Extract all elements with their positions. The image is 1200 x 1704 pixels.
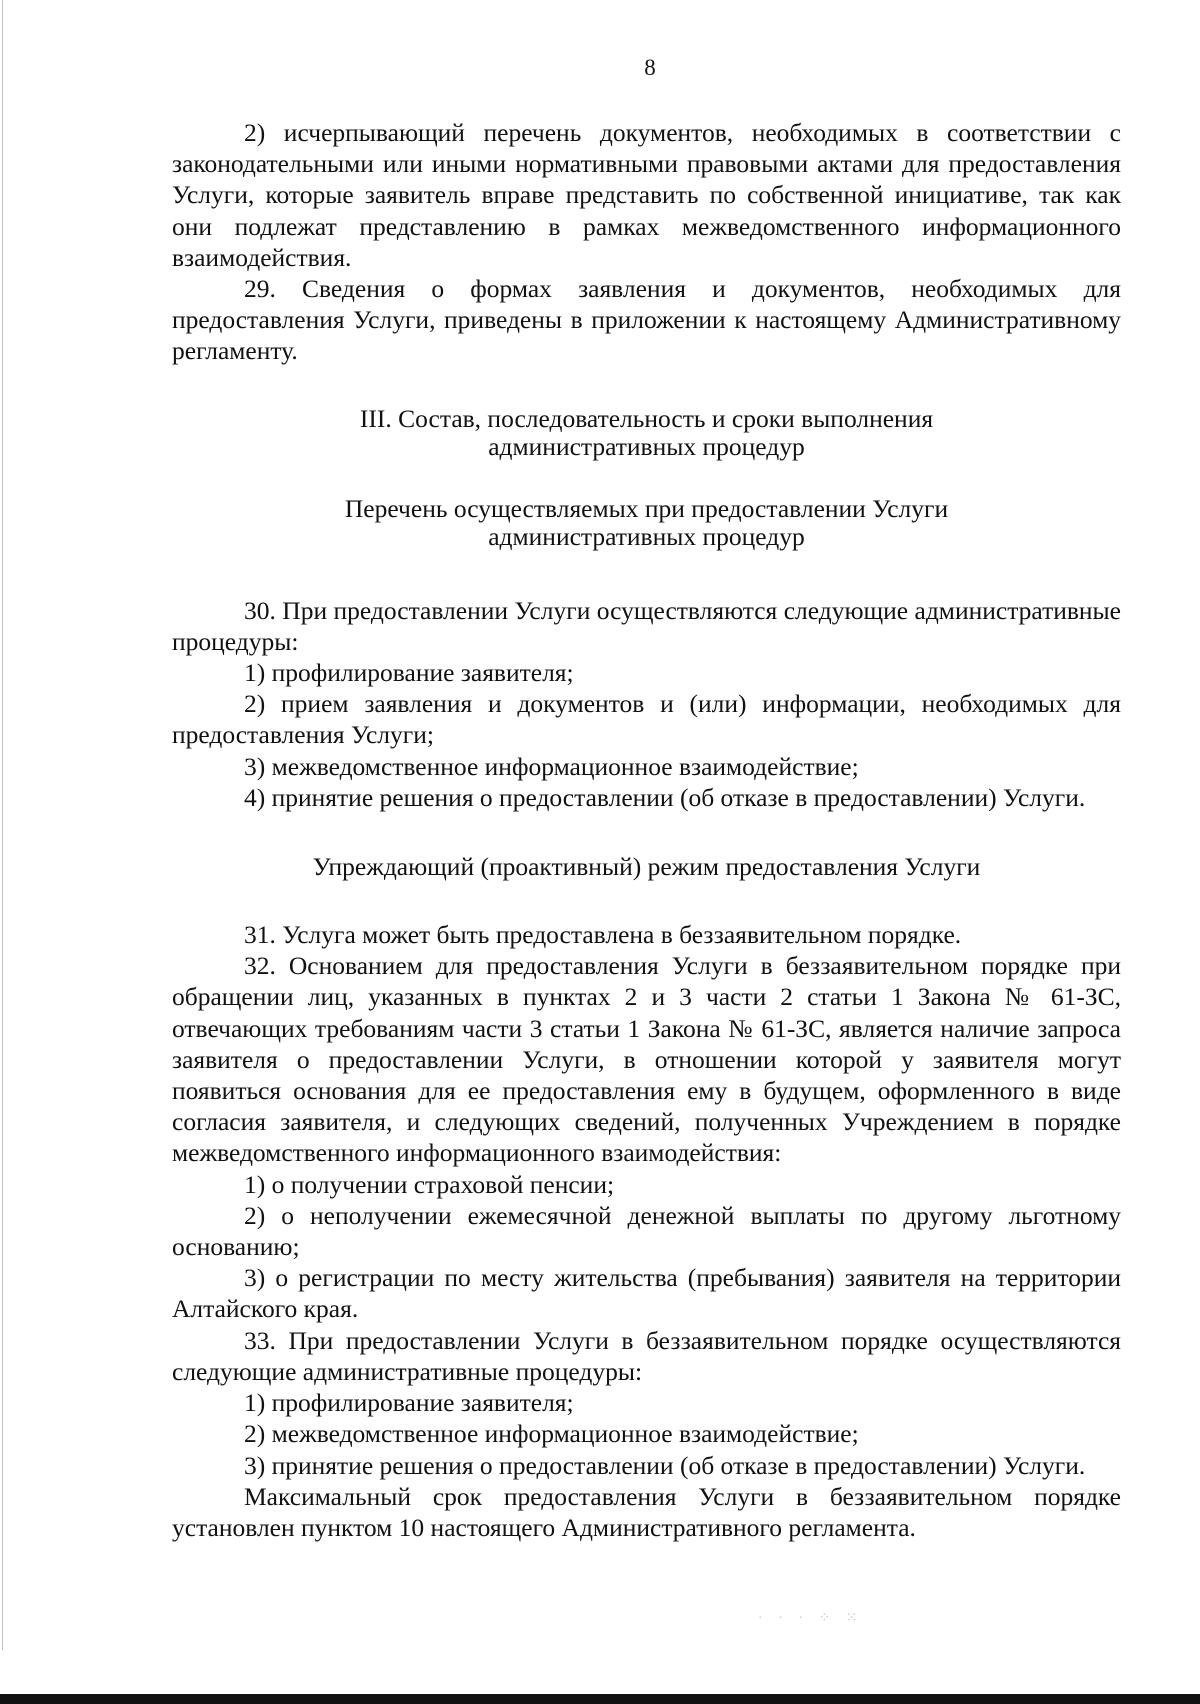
document-body	[172, 117, 1121, 1543]
paragraph-31: 31. Услуга может быть предоставлена в беззаявительном порядке.	[244, 920, 962, 950]
paragraph-28-item-2: 2) исчерпывающий перечень документов, необходимых в соответствии с законодательными или иными нормативными правовыми актами для предоставления Услуги, которые заявитель вправе представить по собственной инициативе, так как они подлежат представлению в рамках межведомственного информационного взаимодействия.	[172, 118, 1121, 272]
subsection-title-line-2: административных процедур	[488, 521, 805, 551]
paragraph-30-item-4: 4) принятие решения о предоставлении (об отказе в предоставлении) Услуги.	[244, 782, 1086, 812]
paragraph-33-item-1: 1) профилирование заявителя;	[244, 1388, 574, 1418]
paragraph-29: 29. Сведения о формах заявления и документов, необходимых для предоставления Услуги, приведены в приложении к настоящему Административному регламенту.	[172, 274, 1121, 366]
paragraph-30-item-1: 1) профилирование заявителя;	[244, 658, 574, 688]
paragraph-30-item-3: 3) межведомственное информационное взаимодействие;	[244, 751, 859, 781]
paragraph-final: Максимальный срок предоставления Услуги в беззаявительном порядке установлен пунктом 10 настоящего Административного регламента.	[172, 1481, 1121, 1542]
paragraph-33: 33. При предоставлении Услуги в беззаявительном порядке осуществляются следующие административные процедуры:	[172, 1325, 1121, 1386]
paragraph-33-item-3: 3) принятие решения о предоставлении (об отказе в предоставлении) Услуги.	[244, 1450, 1086, 1480]
paragraph-32-item-3: 3) о регистрации по месту жительства (пребывания) заявителя на территории Алтайского края.	[172, 1263, 1121, 1324]
paragraph-30: 30. При предоставлении Услуги осуществляются следующие административные процедуры:	[172, 595, 1121, 656]
scan-bottom-border	[0, 1694, 1200, 1704]
scan-edge-line	[2, 0, 3, 1650]
section-title	[172, 405, 1121, 461]
paragraph-32-item-2: 2) о неполучении ежемесячной денежной выплаты по другому льготному основанию;	[172, 1200, 1121, 1262]
subsection-title	[172, 495, 1121, 551]
paragraph-33-item-2: 2) межведомственное информационное взаимодействие;	[244, 1419, 859, 1449]
paragraph-32-item-1: 1) о получении страховой пенсии;	[244, 1169, 615, 1199]
proactive-mode-title: Упреждающий (проактивный) режим предоставления Услуги	[312, 852, 981, 882]
page-number: 8	[644, 55, 656, 80]
paragraph-32: 32. Основанием для предоставления Услуги в беззаявительном порядке при обращении лиц, указанных в пунктах 2 и 3 части 2 статьи 1 Закона № 61-ЗС, отвечающих требованиям части 3 статьи 1 Закона № 61-ЗС, является наличие запроса заявителя о предоставлении Услуги, в отношении которой у заявителя могут появиться основания для ее предоставления ему в будущем, оформленного в виде согласия заявителя, и следующих сведений, полученных Учреждением в порядке межведомственного информационного взаимодействия:	[172, 951, 1121, 1168]
paragraph-30-item-2: 2) прием заявления и документов и (или) информации, необходимых для предоставления Услуги;	[172, 689, 1121, 750]
subsection-title-line-1: Перечень осуществляемых при предоставлении Услуги	[344, 493, 949, 523]
section-title-line-1: III. Состав, последовательность и сроки выполнения	[359, 403, 934, 433]
faint-stamp-mark: · · · ⁘ ⁙	[758, 1611, 864, 1626]
section-title-line-2: административных процедур	[488, 431, 805, 461]
